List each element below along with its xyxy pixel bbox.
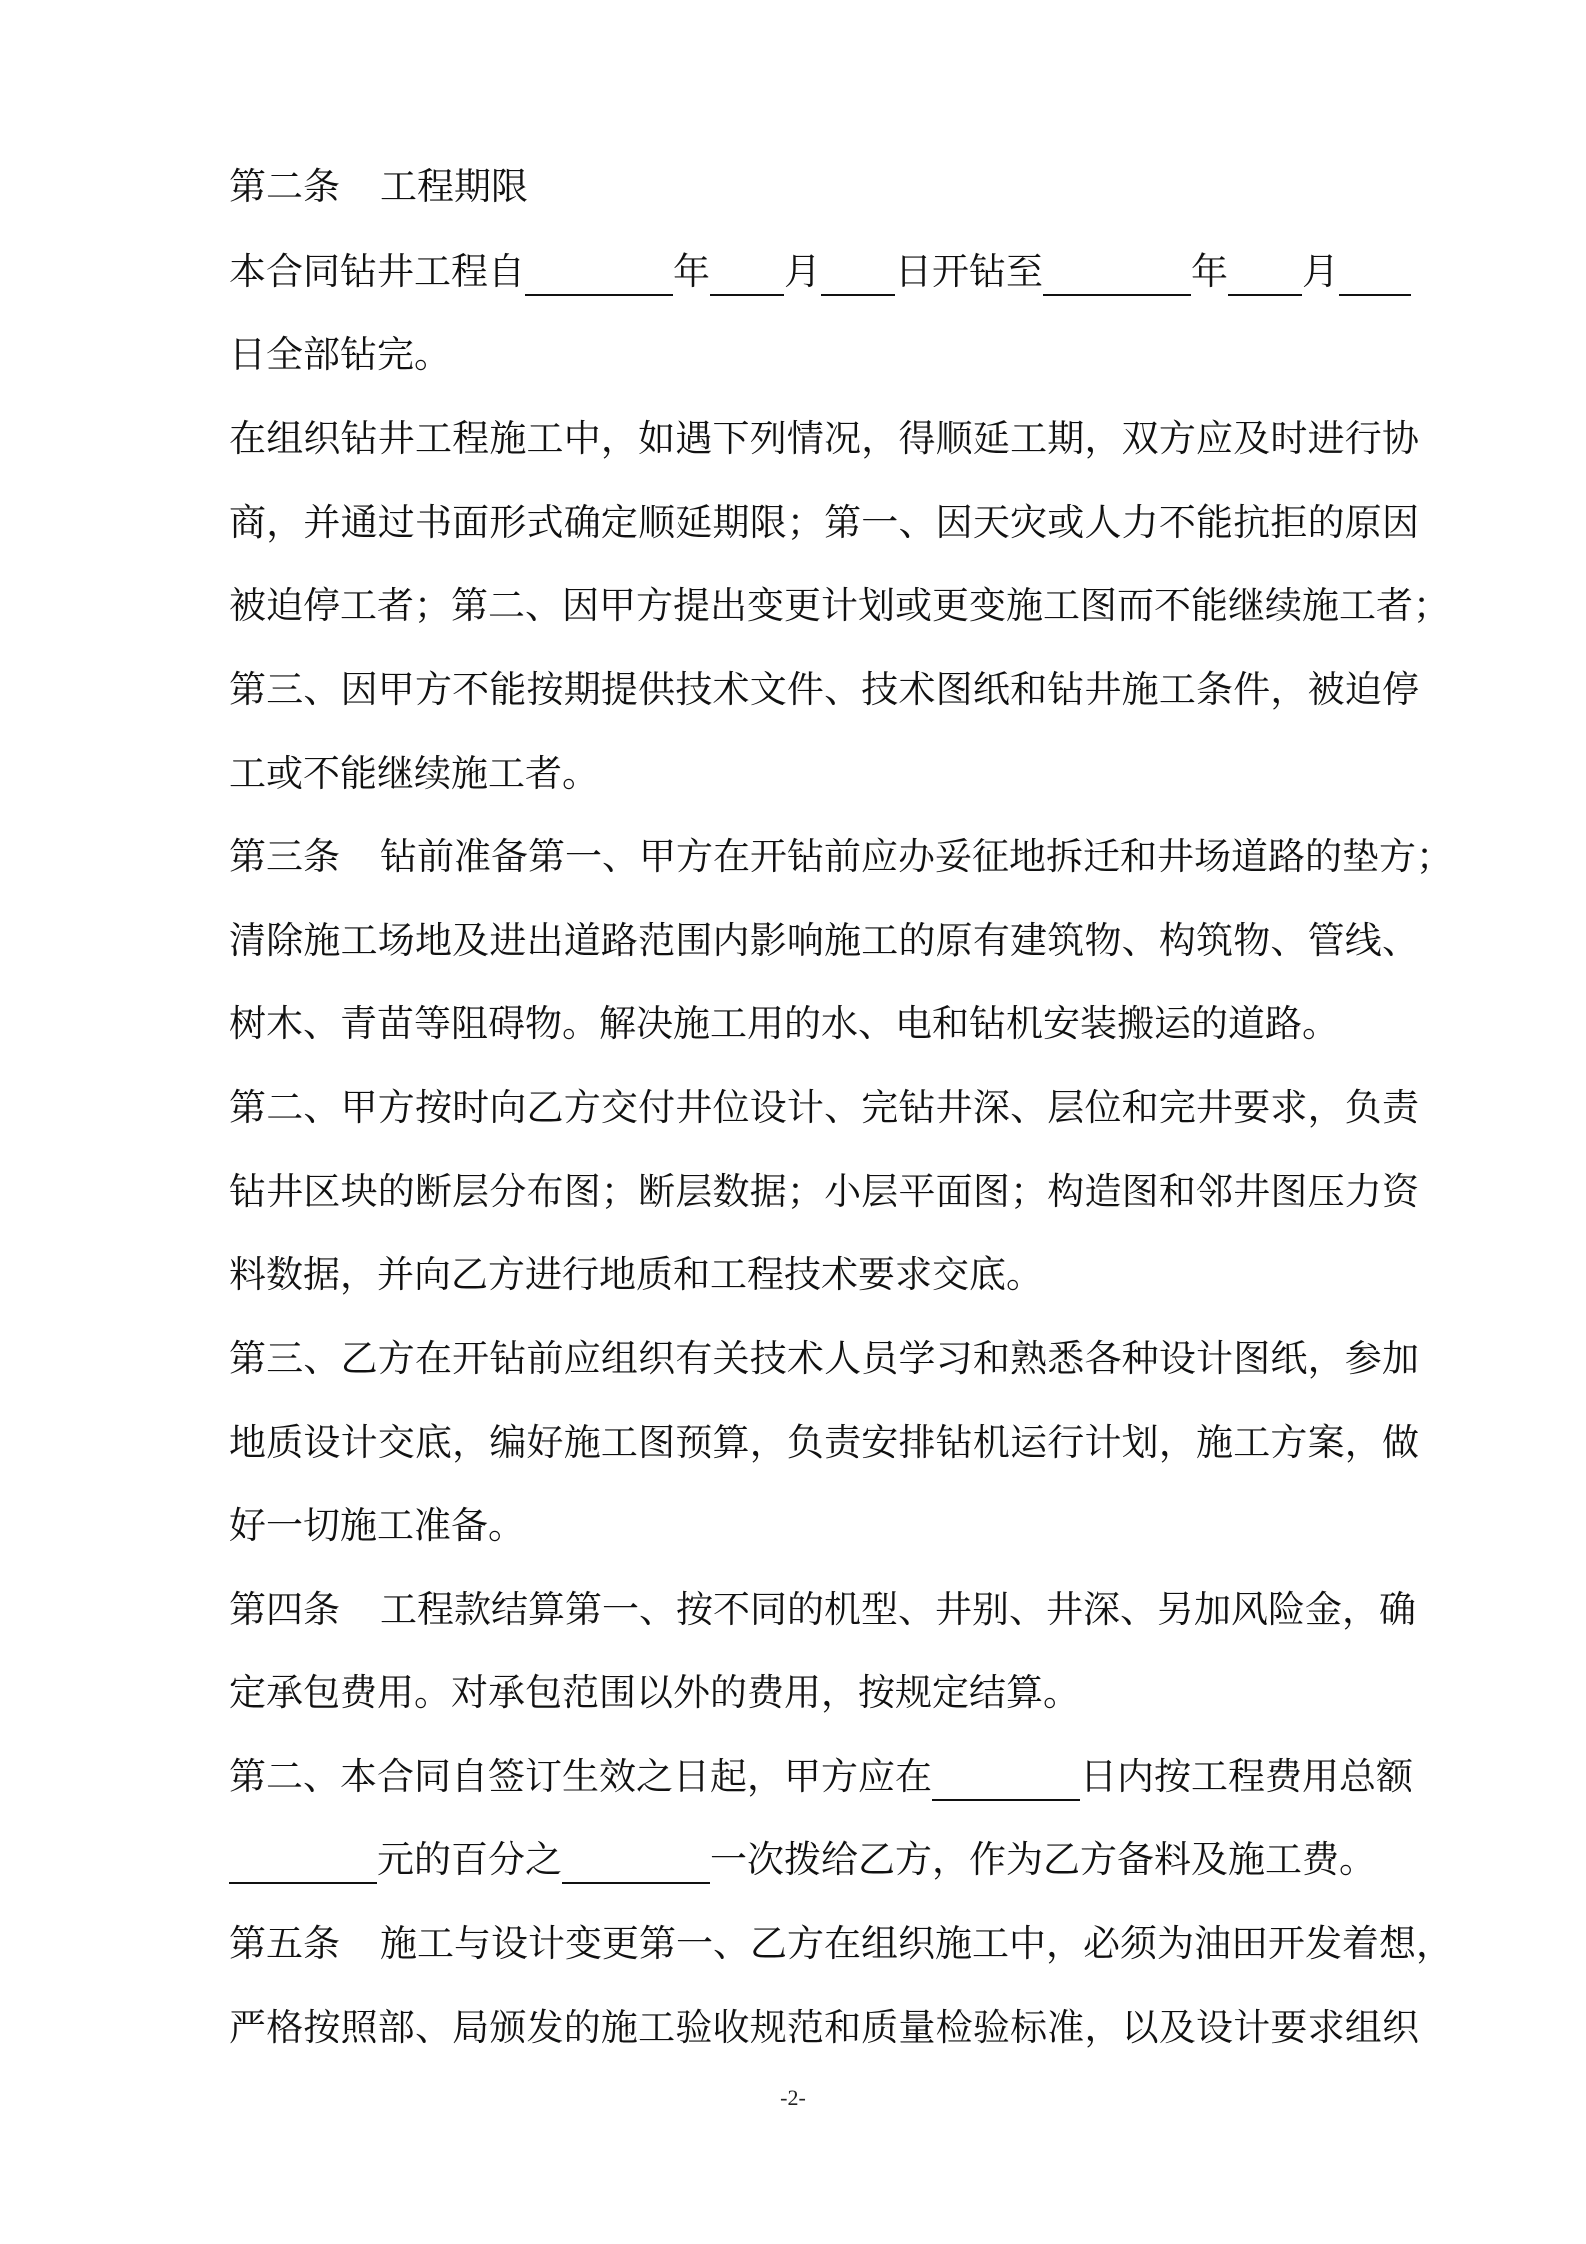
text-segment: 工程款结算第一、按不同的机型、井别、井深、另加风险金，确 [380, 1588, 1416, 1631]
blank-end-year [1043, 250, 1191, 296]
text-segment: 月 [784, 250, 821, 293]
text-line: 工或不能继续施工者。 [229, 752, 599, 795]
text-segment: 日开钻至 [895, 250, 1043, 293]
text-line: 严格按照部、局颁发的施工验收规范和质量检验标准，以及设计要求组织 [229, 2006, 1419, 2049]
blank-start-year [525, 250, 673, 296]
text-segment: 第二、本合同自签订生效之日起，甲方应在 [229, 1755, 932, 1798]
blank-start-month [710, 250, 784, 296]
text-line: 树木、青苗等阻碍物。解决施工用的水、电和钻机安装搬运的道路。 [229, 1002, 1339, 1045]
article3-first-line [229, 827, 1453, 887]
text-segment: 年 [1191, 250, 1228, 293]
article4-payment-line [229, 1747, 1419, 1807]
text-segment: 日内按工程费用总额 [1080, 1755, 1413, 1798]
article2-title: 工程期限 [380, 165, 528, 208]
text-line: 第三、因甲方不能按期提供技术文件、技术图纸和钻井施工条件，被迫停 [229, 668, 1419, 711]
text-line: 第二、甲方按时向乙方交付井位设计、完钻井深、层位和完井要求，负责 [229, 1086, 1419, 1129]
text-line: 在组织钻井工程施工中，如遇下列情况，得顺延工期，双方应及时进行协 [229, 417, 1419, 460]
article2-number: 第二条 [229, 165, 340, 208]
text-segment: 年 [673, 250, 710, 293]
text-line: 清除施工场地及进出道路范围内影响施工的原有建筑物、构筑物、管线、 [229, 919, 1419, 962]
article2-heading [229, 157, 1419, 217]
text-segment: 钻前准备第一、甲方在开钻前应办妥征地拆迁和井场道路的垫方； [380, 835, 1453, 878]
blank-end-month [1228, 250, 1302, 296]
blank-amount [229, 1838, 377, 1884]
text-line: 好一切施工准备。 [229, 1504, 525, 1547]
article3-number: 第三条 [229, 835, 340, 878]
text-line: 被迫停工者；第二、因甲方提出变更计划或更变施工图而不能继续施工者； [229, 584, 1450, 627]
article4-amount-line [229, 1830, 1419, 1890]
text-segment: 本合同钻井工程自 [229, 250, 525, 293]
text-line: 日全部钻完。 [229, 333, 451, 376]
text-line: 定承包费用。对承包范围以外的费用，按规定结算。 [229, 1671, 1080, 1714]
article5-number: 第五条 [229, 1922, 340, 1965]
blank-percent [562, 1838, 710, 1884]
blank-start-day [821, 250, 895, 296]
text-segment: 施工与设计变更第一、乙方在组织施工中，必须为油田开发着想， [380, 1922, 1453, 1965]
article4-number: 第四条 [229, 1588, 340, 1631]
blank-days [932, 1755, 1080, 1801]
blank-end-day [1339, 250, 1411, 296]
page-number: -2- [780, 2085, 806, 2110]
text-line: 钻井区块的断层分布图；断层数据；小层平面图；构造图和邻井图压力资 [229, 1170, 1419, 1213]
text-line: 地质设计交底，编好施工图预算，负责安排钻机运行计划，施工方案，做 [229, 1421, 1419, 1464]
text-segment: 一次拨给乙方，作为乙方备料及施工费。 [710, 1838, 1376, 1881]
article2-date-line [229, 242, 1419, 302]
article4-first-line [229, 1580, 1419, 1640]
text-segment: 元的百分之 [377, 1838, 562, 1881]
text-line: 料数据，并向乙方进行地质和工程技术要求交底。 [229, 1253, 1043, 1296]
text-segment: 月 [1302, 250, 1339, 293]
text-line: 商，并通过书面形式确定顺延期限；第一、因天灾或人力不能抗拒的原因 [229, 501, 1419, 544]
text-line: 第三、乙方在开钻前应组织有关技术人员学习和熟悉各种设计图纸，参加 [229, 1337, 1419, 1380]
article5-first-line [229, 1914, 1453, 1974]
